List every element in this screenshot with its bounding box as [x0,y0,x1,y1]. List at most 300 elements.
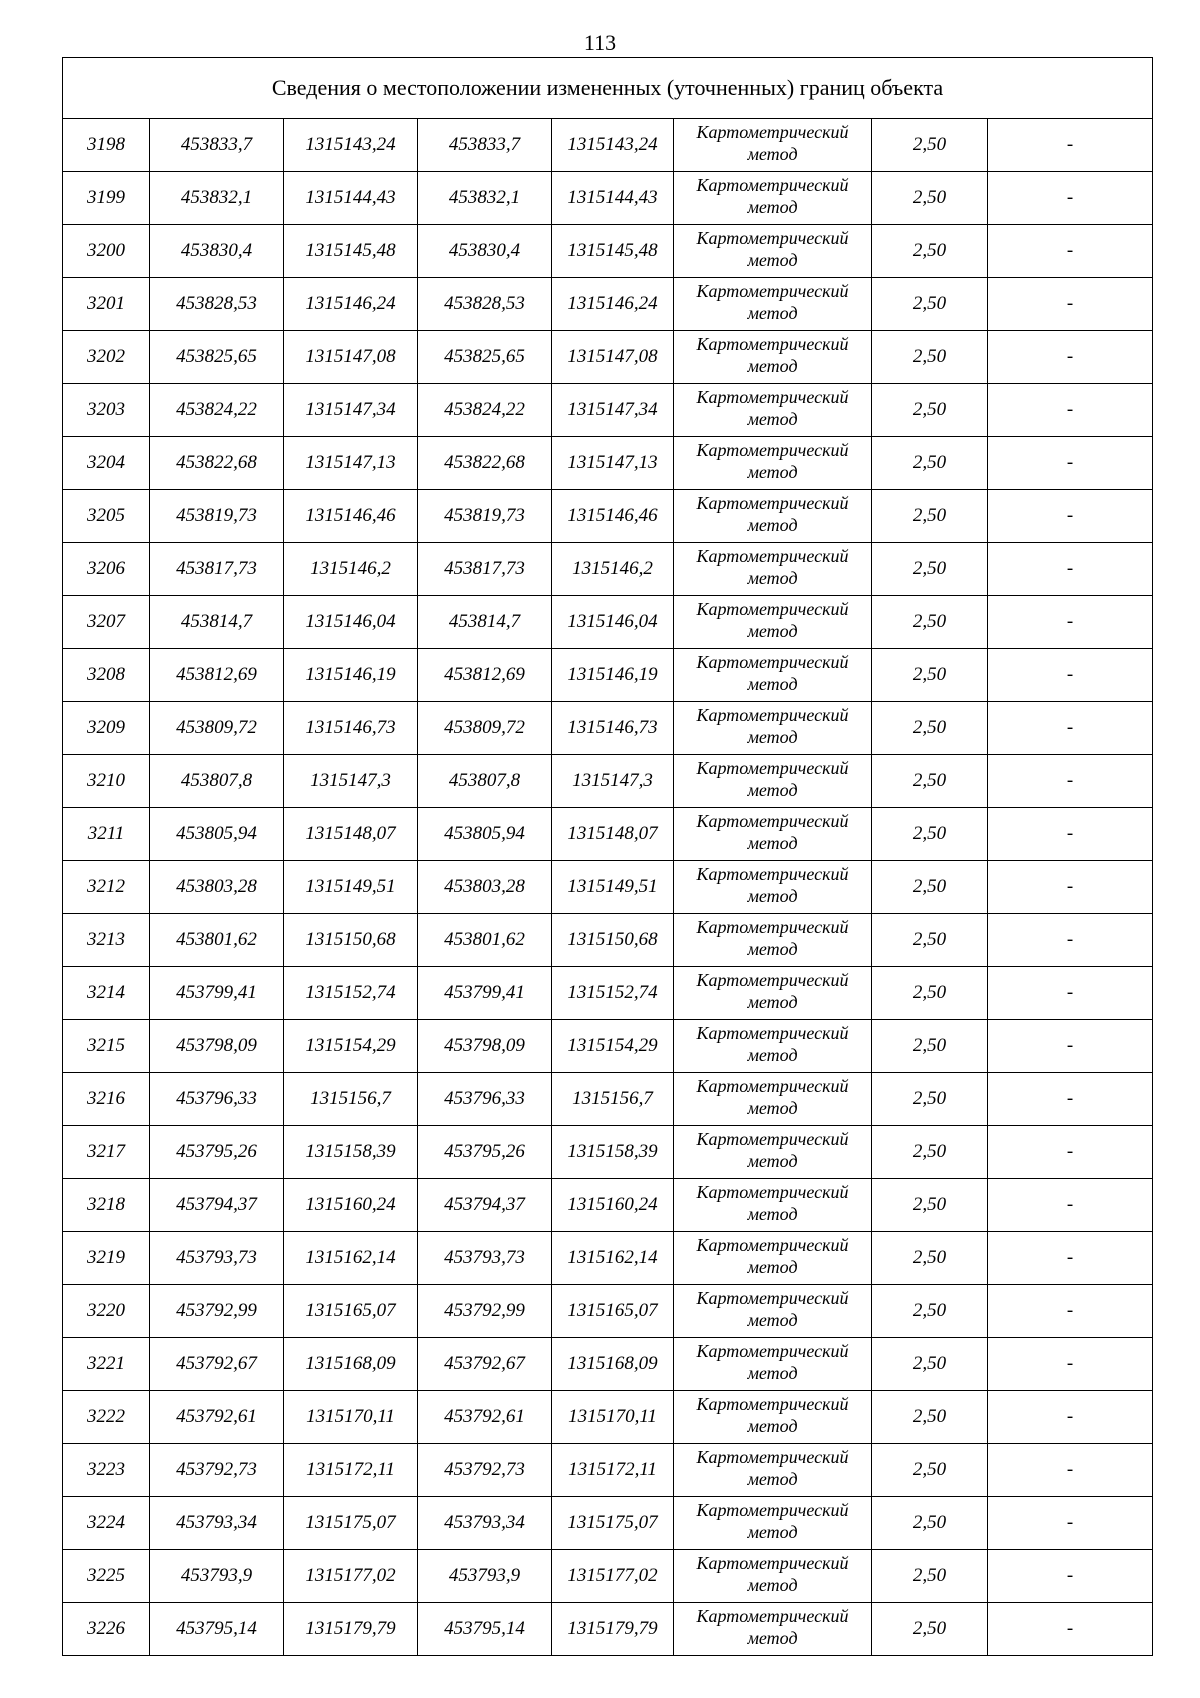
table-row [63,490,1153,543]
method-cell [674,1444,872,1497]
method-cell [674,861,872,914]
old-x-cell: 453812,69 [150,649,284,702]
accuracy-cell: 2,50 [872,1391,988,1444]
method-line-1: Картометрический [696,440,849,460]
old-x-cell: 453793,9 [150,1550,284,1603]
method-cell [674,649,872,702]
description-cell: - [988,596,1153,649]
old-y-cell: 1315144,43 [284,172,418,225]
new-x-cell: 453792,67 [418,1338,552,1391]
description-cell: - [988,1603,1153,1656]
old-y-cell: 1315168,09 [284,1338,418,1391]
old-y-cell: 1315154,29 [284,1020,418,1073]
method-line-2: метод [747,1575,798,1595]
new-y-cell: 1315148,07 [552,808,674,861]
description-cell: - [988,649,1153,702]
description-cell: - [988,437,1153,490]
description-cell: - [988,808,1153,861]
old-x-cell: 453792,99 [150,1285,284,1338]
accuracy-cell: 2,50 [872,808,988,861]
table-row [63,1444,1153,1497]
description-cell: - [988,702,1153,755]
old-x-cell: 453799,41 [150,967,284,1020]
old-y-cell: 1315148,07 [284,808,418,861]
description-cell: - [988,172,1153,225]
point-number-cell: 3210 [63,755,150,808]
new-x-cell: 453817,73 [418,543,552,596]
method-line-1: Картометрический [696,1447,849,1467]
method-cell [674,755,872,808]
description-cell: - [988,119,1153,172]
method-line-2: метод [747,250,798,270]
method-line-1: Картометрический [696,334,849,354]
description-cell: - [988,1338,1153,1391]
method-cell [674,1232,872,1285]
table-title: Сведения о местоположении измененных (уточненных) границ объекта [63,58,1153,119]
point-number-cell: 3208 [63,649,150,702]
method-line-2: метод [747,939,798,959]
method-line-2: метод [747,1257,798,1277]
method-cell [674,278,872,331]
method-line-1: Картометрический [696,1553,849,1573]
method-cell [674,967,872,1020]
method-cell [674,1497,872,1550]
table-row [63,1603,1153,1656]
old-y-cell: 1315177,02 [284,1550,418,1603]
method-line-1: Картометрический [696,1394,849,1414]
method-line-1: Картометрический [696,811,849,831]
old-x-cell: 453830,4 [150,225,284,278]
new-x-cell: 453825,65 [418,331,552,384]
table-row [63,384,1153,437]
method-line-2: метод [747,1469,798,1489]
old-x-cell: 453794,37 [150,1179,284,1232]
point-number-cell: 3204 [63,437,150,490]
old-x-cell: 453803,28 [150,861,284,914]
method-line-2: метод [747,515,798,535]
point-number-cell: 3222 [63,1391,150,1444]
old-y-cell: 1315172,11 [284,1444,418,1497]
accuracy-cell: 2,50 [872,702,988,755]
old-x-cell: 453833,7 [150,119,284,172]
method-line-1: Картометрический [696,758,849,778]
method-line-2: метод [747,674,798,694]
table-row [63,1126,1153,1179]
point-number-cell: 3212 [63,861,150,914]
accuracy-cell: 2,50 [872,278,988,331]
point-number-cell: 3225 [63,1550,150,1603]
point-number-cell: 3211 [63,808,150,861]
old-y-cell: 1315146,46 [284,490,418,543]
accuracy-cell: 2,50 [872,490,988,543]
description-cell: - [988,914,1153,967]
new-y-cell: 1315165,07 [552,1285,674,1338]
table-row [63,1232,1153,1285]
old-y-cell: 1315147,34 [284,384,418,437]
description-cell: - [988,1444,1153,1497]
method-cell [674,490,872,543]
table-row [63,1179,1153,1232]
old-y-cell: 1315147,3 [284,755,418,808]
method-line-1: Картометрический [696,1606,849,1626]
new-x-cell: 453809,72 [418,702,552,755]
old-x-cell: 453809,72 [150,702,284,755]
new-y-cell: 1315146,04 [552,596,674,649]
old-x-cell: 453814,7 [150,596,284,649]
table-row [63,172,1153,225]
table-row [63,1073,1153,1126]
method-line-2: метод [747,992,798,1012]
new-x-cell: 453819,73 [418,490,552,543]
new-x-cell: 453807,8 [418,755,552,808]
new-x-cell: 453796,33 [418,1073,552,1126]
method-cell [674,384,872,437]
point-number-cell: 3226 [63,1603,150,1656]
table-row [63,649,1153,702]
description-cell: - [988,755,1153,808]
method-line-1: Картометрический [696,1341,849,1361]
point-number-cell: 3202 [63,331,150,384]
method-cell [674,1391,872,1444]
method-cell [674,808,872,861]
point-number-cell: 3215 [63,1020,150,1073]
method-line-1: Картометрический [696,864,849,884]
method-line-1: Картометрический [696,122,849,142]
description-cell: - [988,1497,1153,1550]
new-y-cell: 1315168,09 [552,1338,674,1391]
new-y-cell: 1315162,14 [552,1232,674,1285]
page-number: 113 [583,30,617,55]
accuracy-cell: 2,50 [872,384,988,437]
description-cell: - [988,1285,1153,1338]
table-row [63,861,1153,914]
method-line-1: Картометрический [696,1500,849,1520]
new-y-cell: 1315170,11 [552,1391,674,1444]
point-number-cell: 3216 [63,1073,150,1126]
new-x-cell: 453792,73 [418,1444,552,1497]
method-line-1: Картометрический [696,387,849,407]
point-number-cell: 3217 [63,1126,150,1179]
new-y-cell: 1315152,74 [552,967,674,1020]
accuracy-cell: 2,50 [872,596,988,649]
point-number-cell: 3203 [63,384,150,437]
new-x-cell: 453792,61 [418,1391,552,1444]
new-y-cell: 1315147,3 [552,755,674,808]
table-header-row [63,58,1153,119]
old-x-cell: 453798,09 [150,1020,284,1073]
method-cell [674,702,872,755]
table-row [63,543,1153,596]
table-body [63,58,1153,1656]
method-line-1: Картометрический [696,917,849,937]
old-y-cell: 1315146,24 [284,278,418,331]
new-x-cell: 453795,14 [418,1603,552,1656]
point-number-cell: 3213 [63,914,150,967]
old-y-cell: 1315152,74 [284,967,418,1020]
old-x-cell: 453828,53 [150,278,284,331]
new-y-cell: 1315150,68 [552,914,674,967]
method-line-2: метод [747,1416,798,1436]
table-row [63,1497,1153,1550]
point-number-cell: 3201 [63,278,150,331]
old-x-cell: 453793,34 [150,1497,284,1550]
new-x-cell: 453794,37 [418,1179,552,1232]
description-cell: - [988,1232,1153,1285]
old-y-cell: 1315165,07 [284,1285,418,1338]
new-y-cell: 1315146,46 [552,490,674,543]
method-line-1: Картометрический [696,1023,849,1043]
new-x-cell: 453805,94 [418,808,552,861]
description-cell: - [988,278,1153,331]
table-row [63,1020,1153,1073]
old-x-cell: 453825,65 [150,331,284,384]
method-line-2: метод [747,462,798,482]
new-x-cell: 453793,9 [418,1550,552,1603]
accuracy-cell: 2,50 [872,172,988,225]
description-cell: - [988,1550,1153,1603]
method-line-2: метод [747,1363,798,1383]
method-line-2: метод [747,303,798,323]
new-y-cell: 1315147,08 [552,331,674,384]
method-line-1: Картометрический [696,1076,849,1096]
point-number-cell: 3214 [63,967,150,1020]
description-cell: - [988,543,1153,596]
new-y-cell: 1315160,24 [552,1179,674,1232]
method-line-1: Картометрический [696,1235,849,1255]
point-number-cell: 3199 [63,172,150,225]
accuracy-cell: 2,50 [872,331,988,384]
method-cell [674,1126,872,1179]
method-cell [674,225,872,278]
method-cell [674,1550,872,1603]
old-y-cell: 1315158,39 [284,1126,418,1179]
method-cell [674,914,872,967]
new-y-cell: 1315147,13 [552,437,674,490]
old-x-cell: 453805,94 [150,808,284,861]
old-x-cell: 453817,73 [150,543,284,596]
new-y-cell: 1315156,7 [552,1073,674,1126]
method-line-2: метод [747,833,798,853]
new-x-cell: 453824,22 [418,384,552,437]
old-x-cell: 453793,73 [150,1232,284,1285]
old-y-cell: 1315146,2 [284,543,418,596]
point-number-cell: 3198 [63,119,150,172]
accuracy-cell: 2,50 [872,543,988,596]
method-line-2: метод [747,621,798,641]
description-cell: - [988,967,1153,1020]
method-line-2: метод [747,780,798,800]
new-x-cell: 453792,99 [418,1285,552,1338]
table-row [63,914,1153,967]
new-y-cell: 1315154,29 [552,1020,674,1073]
new-x-cell: 453812,69 [418,649,552,702]
point-number-cell: 3200 [63,225,150,278]
method-line-1: Картометрический [696,970,849,990]
description-cell: - [988,1179,1153,1232]
boundary-coordinates-table [62,57,1153,1656]
method-cell [674,1285,872,1338]
description-cell: - [988,490,1153,543]
old-y-cell: 1315146,04 [284,596,418,649]
old-x-cell: 453824,22 [150,384,284,437]
method-cell [674,331,872,384]
method-line-1: Картометрический [696,493,849,513]
description-cell: - [988,1126,1153,1179]
accuracy-cell: 2,50 [872,1497,988,1550]
description-cell: - [988,384,1153,437]
new-y-cell: 1315143,24 [552,119,674,172]
old-y-cell: 1315146,73 [284,702,418,755]
table-row [63,1391,1153,1444]
accuracy-cell: 2,50 [872,1073,988,1126]
table-row [63,1338,1153,1391]
method-line-1: Картометрический [696,599,849,619]
old-y-cell: 1315149,51 [284,861,418,914]
new-x-cell: 453814,7 [418,596,552,649]
method-cell [674,1020,872,1073]
table-row [63,437,1153,490]
table-row [63,225,1153,278]
accuracy-cell: 2,50 [872,1444,988,1497]
description-cell: - [988,1020,1153,1073]
table-row [63,808,1153,861]
old-x-cell: 453822,68 [150,437,284,490]
table-row [63,702,1153,755]
point-number-cell: 3207 [63,596,150,649]
method-line-2: метод [747,1045,798,1065]
new-y-cell: 1315146,19 [552,649,674,702]
accuracy-cell: 2,50 [872,437,988,490]
accuracy-cell: 2,50 [872,1126,988,1179]
method-cell [674,1179,872,1232]
description-cell: - [988,331,1153,384]
new-x-cell: 453795,26 [418,1126,552,1179]
accuracy-cell: 2,50 [872,861,988,914]
method-line-1: Картометрический [696,705,849,725]
method-line-1: Картометрический [696,546,849,566]
method-cell [674,172,872,225]
accuracy-cell: 2,50 [872,967,988,1020]
new-x-cell: 453793,34 [418,1497,552,1550]
accuracy-cell: 2,50 [872,225,988,278]
old-x-cell: 453792,67 [150,1338,284,1391]
old-y-cell: 1315145,48 [284,225,418,278]
new-y-cell: 1315146,73 [552,702,674,755]
method-cell [674,1338,872,1391]
method-line-2: метод [747,1098,798,1118]
table-row [63,596,1153,649]
description-cell: - [988,225,1153,278]
table-row [63,967,1153,1020]
method-cell [674,1603,872,1656]
old-x-cell: 453796,33 [150,1073,284,1126]
table-row [63,278,1153,331]
new-y-cell: 1315146,2 [552,543,674,596]
method-line-1: Картометрический [696,281,849,301]
table-row [63,1285,1153,1338]
new-y-cell: 1315179,79 [552,1603,674,1656]
new-x-cell: 453803,28 [418,861,552,914]
new-y-cell: 1315147,34 [552,384,674,437]
old-x-cell: 453832,1 [150,172,284,225]
new-x-cell: 453828,53 [418,278,552,331]
old-y-cell: 1315156,7 [284,1073,418,1126]
new-y-cell: 1315175,07 [552,1497,674,1550]
new-y-cell: 1315177,02 [552,1550,674,1603]
accuracy-cell: 2,50 [872,1603,988,1656]
method-line-1: Картометрический [696,1182,849,1202]
point-number-cell: 3220 [63,1285,150,1338]
old-y-cell: 1315175,07 [284,1497,418,1550]
method-cell [674,437,872,490]
table-row [63,1550,1153,1603]
method-line-2: метод [747,727,798,747]
new-y-cell: 1315145,48 [552,225,674,278]
accuracy-cell: 2,50 [872,1338,988,1391]
point-number-cell: 3219 [63,1232,150,1285]
old-y-cell: 1315143,24 [284,119,418,172]
method-line-1: Картометрический [696,1288,849,1308]
new-x-cell: 453832,1 [418,172,552,225]
old-x-cell: 453807,8 [150,755,284,808]
point-number-cell: 3221 [63,1338,150,1391]
point-number-cell: 3206 [63,543,150,596]
point-number-cell: 3223 [63,1444,150,1497]
new-y-cell: 1315146,24 [552,278,674,331]
old-x-cell: 453792,73 [150,1444,284,1497]
method-line-2: метод [747,886,798,906]
new-x-cell: 453801,62 [418,914,552,967]
old-y-cell: 1315179,79 [284,1603,418,1656]
accuracy-cell: 2,50 [872,649,988,702]
method-line-2: метод [747,1522,798,1542]
accuracy-cell: 2,50 [872,119,988,172]
method-cell [674,543,872,596]
new-y-cell: 1315144,43 [552,172,674,225]
method-line-1: Картометрический [696,1129,849,1149]
description-cell: - [988,1391,1153,1444]
old-y-cell: 1315170,11 [284,1391,418,1444]
old-y-cell: 1315150,68 [284,914,418,967]
method-line-1: Картометрический [696,228,849,248]
method-line-2: метод [747,1310,798,1330]
method-cell [674,596,872,649]
method-line-2: метод [747,1151,798,1171]
old-x-cell: 453792,61 [150,1391,284,1444]
accuracy-cell: 2,50 [872,1550,988,1603]
old-x-cell: 453795,14 [150,1603,284,1656]
old-x-cell: 453819,73 [150,490,284,543]
accuracy-cell: 2,50 [872,755,988,808]
point-number-cell: 3224 [63,1497,150,1550]
method-cell [674,119,872,172]
accuracy-cell: 2,50 [872,1232,988,1285]
accuracy-cell: 2,50 [872,1020,988,1073]
old-y-cell: 1315147,08 [284,331,418,384]
old-y-cell: 1315147,13 [284,437,418,490]
accuracy-cell: 2,50 [872,1179,988,1232]
method-line-2: метод [747,568,798,588]
method-line-1: Картометрический [696,652,849,672]
old-y-cell: 1315146,19 [284,649,418,702]
new-x-cell: 453793,73 [418,1232,552,1285]
accuracy-cell: 2,50 [872,1285,988,1338]
method-line-2: метод [747,144,798,164]
method-line-2: метод [747,1204,798,1224]
method-line-2: метод [747,1628,798,1648]
new-y-cell: 1315149,51 [552,861,674,914]
new-x-cell: 453833,7 [418,119,552,172]
